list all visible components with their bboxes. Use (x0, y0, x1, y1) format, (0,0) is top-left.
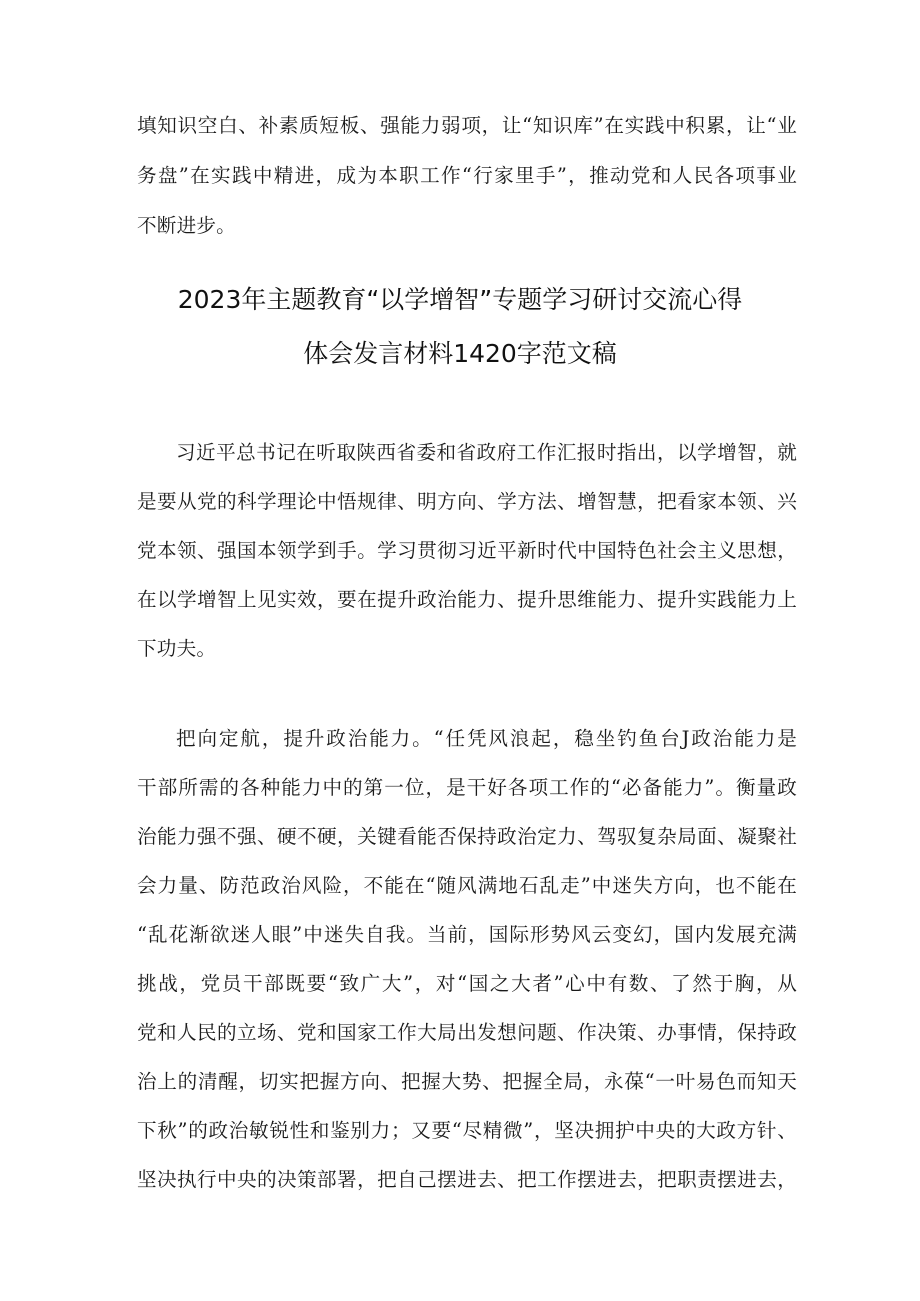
text-line: 坚决执行中央的决策部署，把自己摆进去、把工作摆进去，把职责摆进去， (137, 1168, 797, 1191)
text-line: 是要从党的科学理论中悟规律、明方向、学方法、增智慧，把看家本领、兴 (137, 490, 797, 513)
text-line: 挑战，党员干部既要“致广大”，对“国之大者”心中有数、了然于胸，从 (137, 972, 797, 995)
text-line: 习近平总书记在听取陕西省委和省政府工作汇报时指出，以学增智，就 (176, 441, 797, 464)
text-line: 治上的清醒，切实把握方向、把握大势、把握全局，永葆“一叶易色而知天 (137, 1070, 797, 1093)
title-line: 体会发言材料1420字范文稿 (303, 339, 617, 368)
text-line: 治能力强不强、硬不硬，关键看能否保持政治定力、驾驭复杂局面、凝聚社 (137, 825, 797, 848)
text-line: 下秋”的政治敏锐性和鉴别力；又要“尽精微”，坚决拥护中央的大政方针、 (137, 1119, 797, 1142)
text-line: 把向定航，提升政治能力。“任凭风浪起，稳坐钓鱼台J政治能力是 (176, 727, 797, 750)
title-line: 2023年主题教育“以学增智”专题学习研讨交流心得 (177, 285, 743, 314)
text-line: 党和人民的立场、党和国家工作大局出发想问题、作决策、办事情，保持政 (137, 1021, 797, 1044)
text-line: 不断进步。 (137, 214, 236, 237)
text-line: 会力量、防范政治风险，不能在“随风满地石乱走”中迷失方向，也不能在 (137, 874, 797, 897)
text-line: 干部所需的各种能力中的第一位，是干好各项工作的“必备能力”。衡量政 (137, 776, 797, 799)
text-line: 下功夫。 (137, 637, 217, 660)
text-line: 填知识空白、补素质短板、强能力弱项，让“知识库”在实践中积累，让“业 (137, 114, 797, 137)
text-line: 务盘”在实践中精进，成为本职工作“行家里手”，推动党和人民各项事业 (137, 164, 797, 187)
text-line: “乱花渐欲迷人眼”中迷失自我。当前，国际形势风云变幻，国内发展充满 (137, 923, 797, 946)
text-line: 在以学增智上见实效，要在提升政治能力、提升思维能力、提升实践能力上 (137, 588, 797, 611)
text-line: 党本领、强国本领学到手。学习贯彻习近平新时代中国特色社会主义思想， (137, 539, 797, 562)
